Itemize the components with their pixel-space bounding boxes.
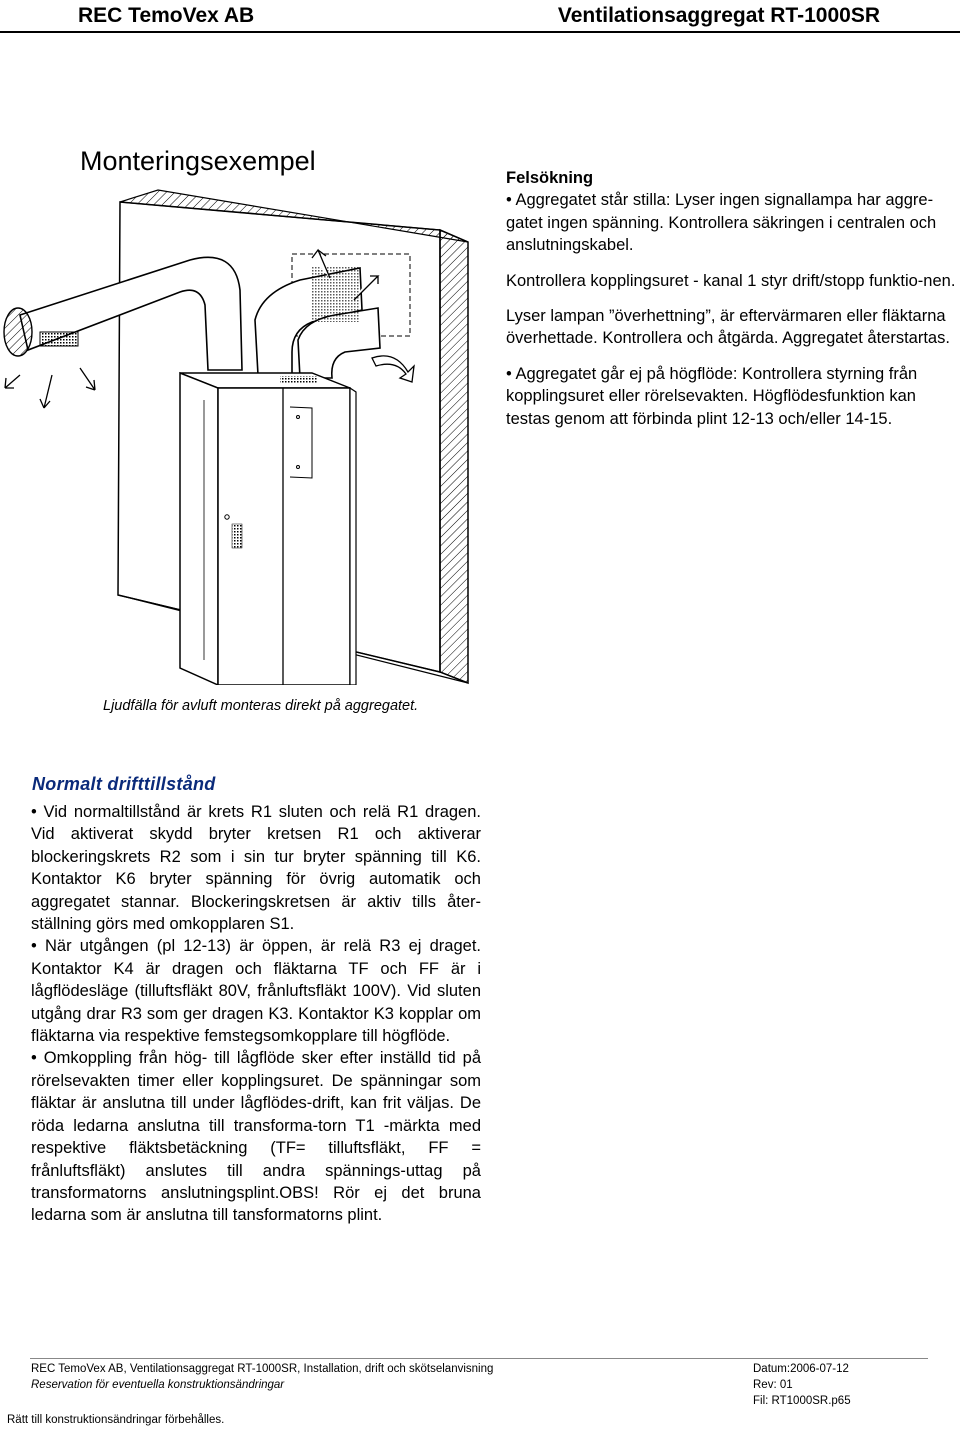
installation-illustration	[0, 180, 500, 685]
section-title: Monteringsexempel	[80, 146, 316, 176]
troubleshooting-p2: Kontrollera kopplingsuret - kanal 1 styr drift/stopp funktio-nen.	[506, 271, 956, 290]
footer-rights: Rätt till konstruktionsändringar förbehålles.	[7, 1414, 225, 1426]
footer-left	[31, 1361, 493, 1393]
troubleshooting-p3: Lyser lampan ”överhettning”, är eftervärmaren eller fläktarna överhettade. Kontrollera och åtgärda. Aggregatet återstartas.	[506, 307, 950, 348]
footer-file: Fil: RT1000SR.p65	[753, 1395, 851, 1407]
footer-divider	[30, 1358, 928, 1359]
footer-rev: Rev: 01	[753, 1379, 793, 1391]
ventilation-unit-shape	[180, 373, 356, 685]
normal-state-p3: • Omkoppling från hög- till lågflöde sker efter inställd tid på rörelsevakten timer eller kopplingsuret. De spänningar som fläktar är anslutna till under lågflödes-drift, kan frit väljas. De röda ledarna anslutna till transforma-torn T1 -märkta med respektive fläktsbetäckning (TF= tilluftsfläkt, FF = frånluftsfläkt) anslutes till andra spännings-uttag på transformatorns anslutningsplint.OBS! Rör ej det bruna ledarna som är anslutna till tansformatorns plint.	[31, 1049, 481, 1225]
header-product: Ventilationsaggregat RT-1000SR	[557, 4, 880, 27]
footer-date: Datum:2006-07-12	[753, 1363, 849, 1375]
normal-state-p2: • När utgången (pl 12-13) är öppen, är relä R3 ej draget. Kontaktor K4 är dragen och fläktarna TF och FF är i lågflödesläge (tilluftsfläkt 80V, frånluftsfläkt 100V). Vid sluten utgång drar R3 som ger dragen K3. Kontaktor K3 kopplar om fläktarna via respektive femstegsomkopplare till högflöde.	[31, 937, 481, 1046]
figure-caption: Ljudfälla för avluft monteras direkt på aggregatet.	[103, 698, 419, 714]
troubleshooting-p4: • Aggregatet går ej på högflöde: Kontrollera styrning från kopplingsuret eller rörelsevakten. Högflödesfunktion kan testas genom att förbinda plint 12-13 och/eller 14-15.	[506, 364, 918, 428]
header-company: REC TemoVex AB	[78, 4, 255, 27]
normal-state-block	[31, 801, 481, 1227]
troubleshooting-title: Felsökning	[506, 169, 594, 187]
footer-doc-line: REC TemoVex AB, Ventilationsaggregat RT-1000SR, Installation, drift och skötselanvisning	[31, 1363, 494, 1375]
header-divider	[0, 31, 960, 33]
footer-right	[753, 1361, 851, 1409]
footer-reservation: Reservation för eventuella konstruktionsändringar	[31, 1379, 285, 1391]
troubleshooting-p1: • Aggregatet står stilla: Lyser ingen signallampa har aggre-gatet ingen spänning. Kontrollera säkringen i centralen och anslutningskabel.	[506, 191, 937, 255]
normal-state-title: Normalt drifttillstånd	[32, 774, 216, 794]
troubleshooting-block	[506, 167, 956, 430]
normal-state-p1: • Vid normaltillstånd är krets R1 sluten och relä R1 dragen. Vid aktiverat skydd bryter kretsen R1 och aktiverar blockeringskrets R2 som i sin tur bryter spänning till K6. Kontaktor K6 bryter spänning för övrig automatik och aggregatet stannar. Blockeringskretsen är aktiv tills åter-ställning görs med omkopplaren S1.	[31, 803, 481, 934]
